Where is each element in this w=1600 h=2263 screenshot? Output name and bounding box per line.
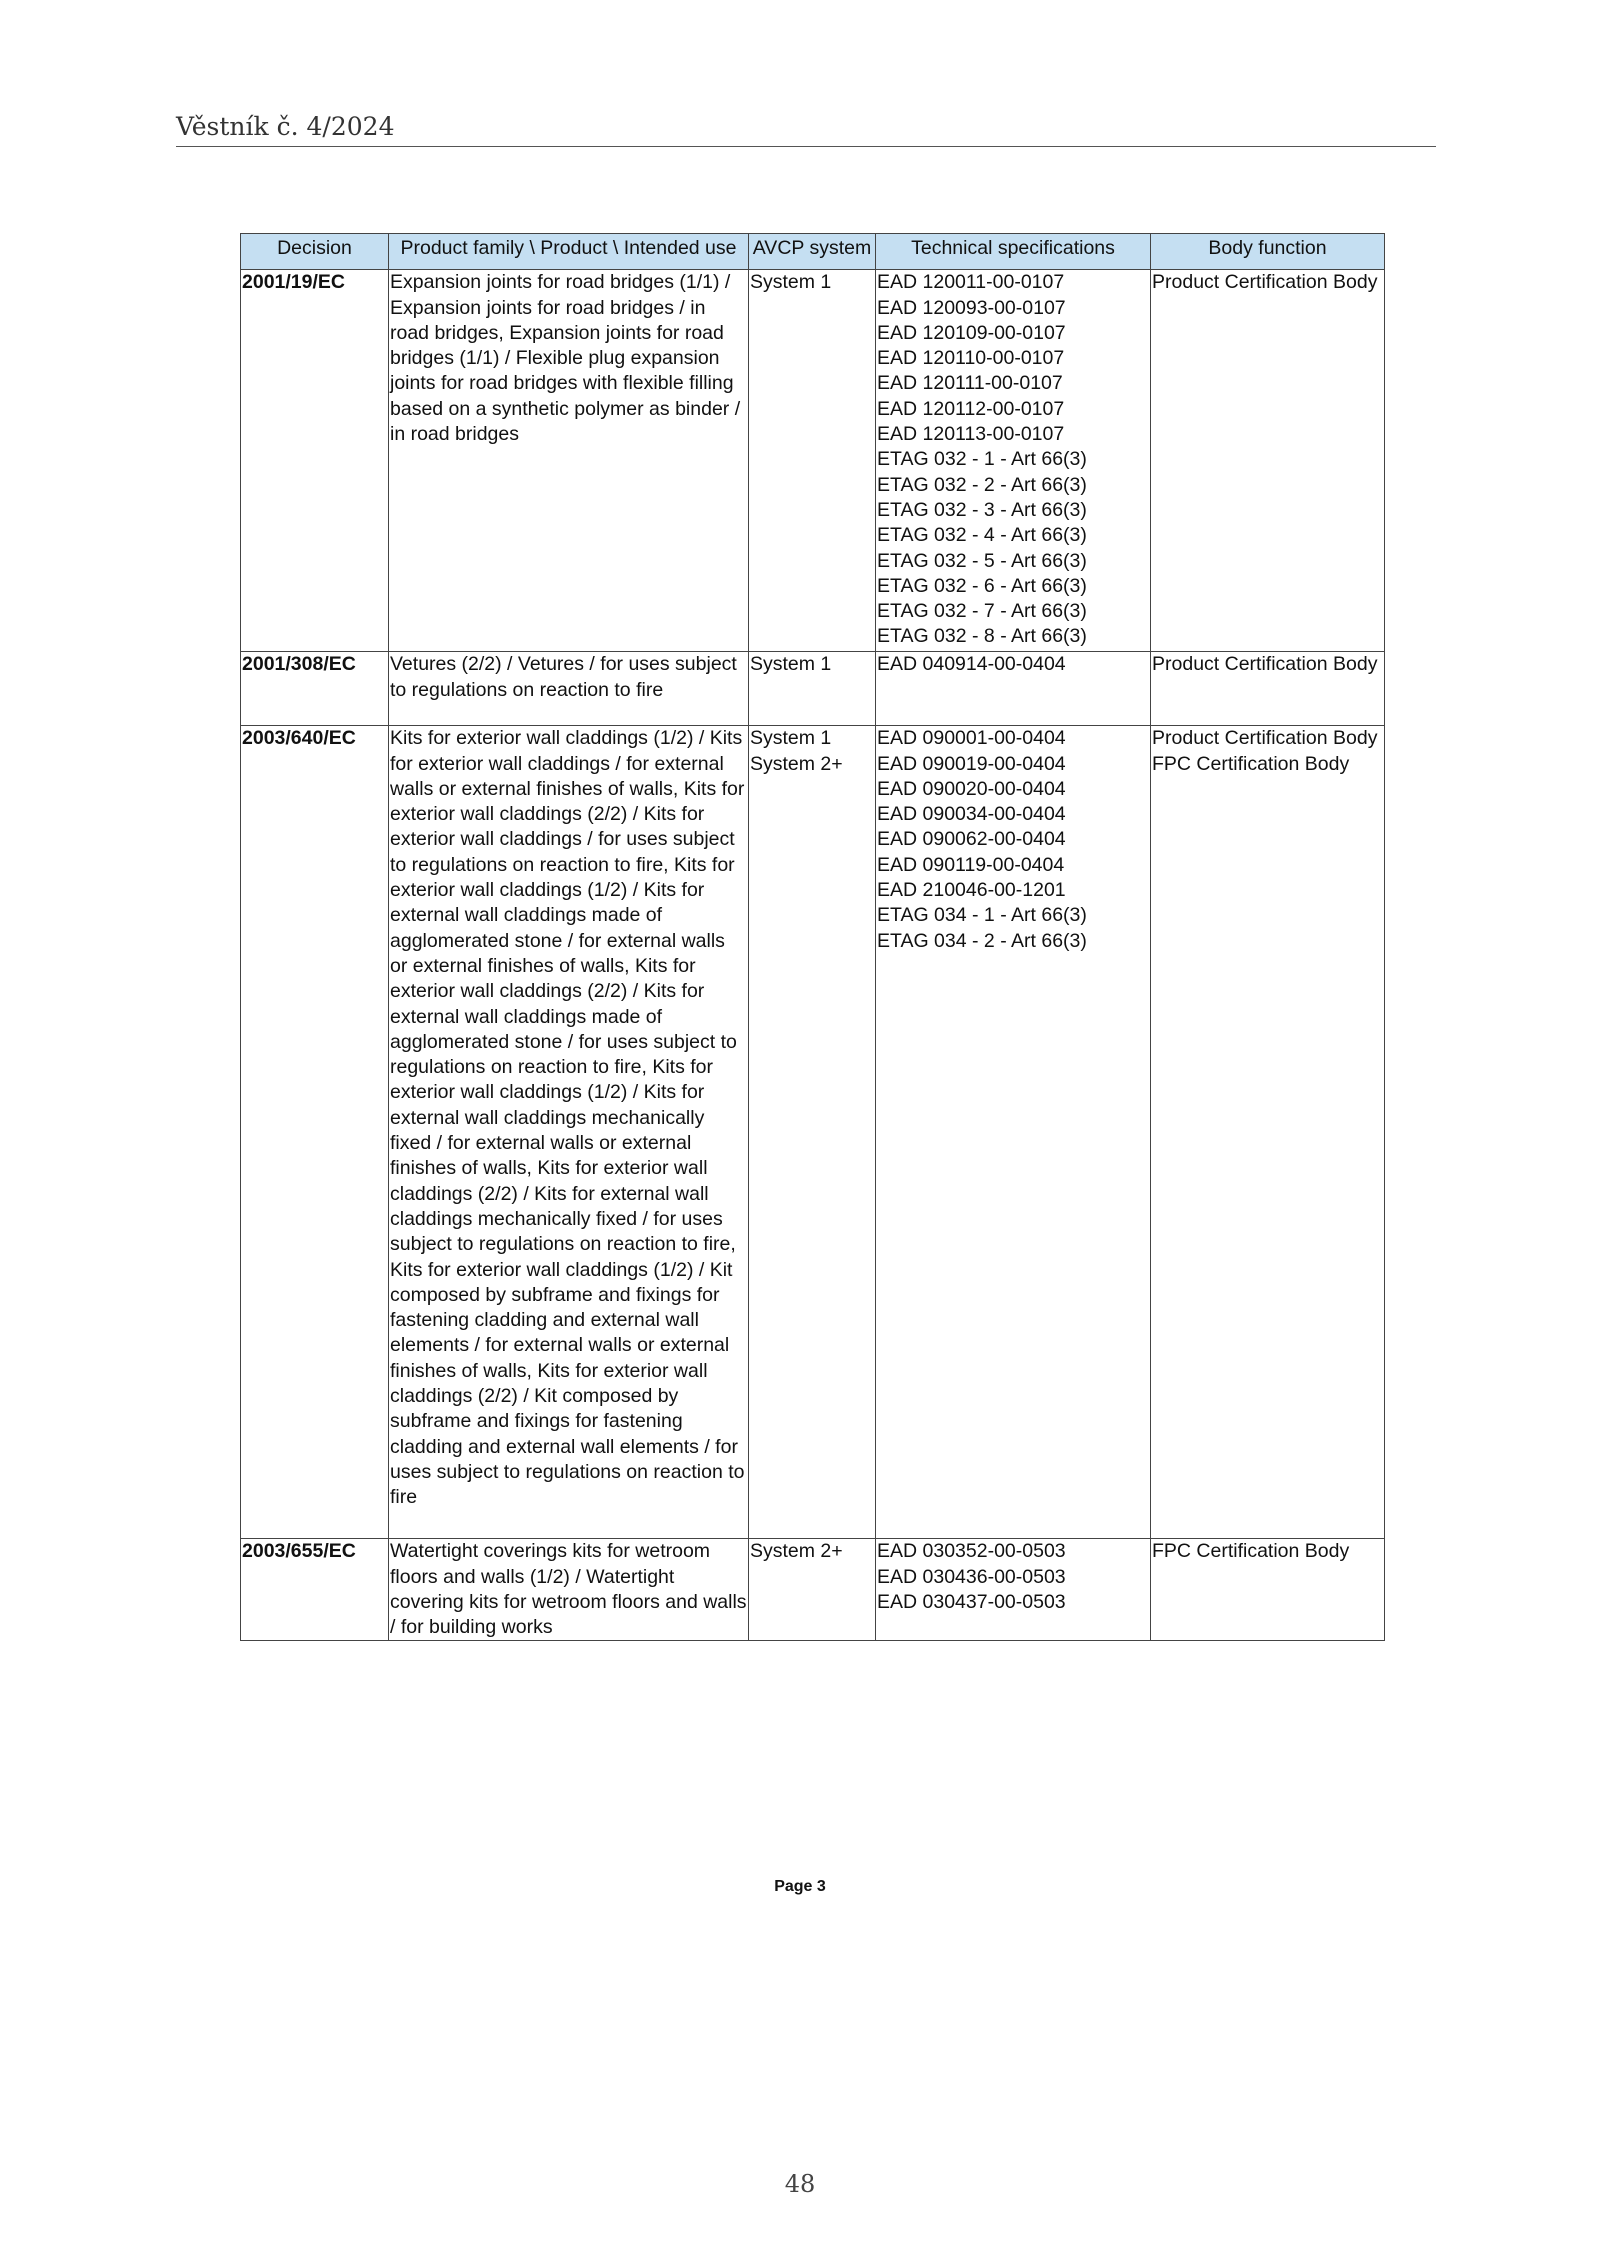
body-function-cell: Product Certification Body [1151, 270, 1385, 652]
technical-specifications-cell: EAD 120011-00-0107 EAD 120093-00-0107 EAD 120109-00-0107 EAD 120110-00-0107 EAD 120111-00-0107 EAD 120112-00-0107 EAD 120113-00-0107 ETAG 032 - 1 - Art 66(3) ETAG 032 - 2 - Art 66(3) ETAG 032 - 3 - Art 66(3) ETAG 032 - 4 - Art 66(3) ETAG 032 - 5 - Art 66(3) ETAG 032 - 6 - Art 66(3) ETAG 032 - 7 - Art 66(3) ETAG 032 - 8 - Art 66(3) [876, 270, 1151, 652]
header-divider [176, 146, 1436, 147]
table-header-row [241, 234, 1385, 270]
decision-cell: 2001/19/EC [241, 270, 389, 652]
technical-specifications-cell: EAD 030352-00-0503 EAD 030436-00-0503 EAD 030437-00-0503 [876, 1539, 1151, 1641]
table-row [241, 1539, 1385, 1641]
column-header-decision: Decision [241, 234, 389, 270]
table-row [241, 652, 1385, 726]
table-row [241, 270, 1385, 652]
technical-specifications-cell: EAD 040914-00-0404 [876, 652, 1151, 726]
page-label: Page 3 [774, 1878, 826, 1895]
decision-cell: 2003/640/EC [241, 726, 389, 1539]
product-family-cell: Vetures (2/2) / Vetures / for uses subject to regulations on reaction to fire [389, 652, 749, 726]
column-header-body-function: Body function [1151, 234, 1385, 270]
product-family-cell: Watertight coverings kits for wetroom floors and walls (1/2) / Watertight covering kits for wetroom floors and walls / for building works [389, 1539, 749, 1641]
technical-specifications-cell: EAD 090001-00-0404 EAD 090019-00-0404 EAD 090020-00-0404 EAD 090034-00-0404 EAD 090062-00-0404 EAD 090119-00-0404 EAD 210046-00-1201 ETAG 034 - 1 - Art 66(3) ETAG 034 - 2 - Art 66(3) [876, 726, 1151, 1539]
body-function-cell: Product Certification Body [1151, 652, 1385, 726]
column-header-technical-specifications: Technical specifications [876, 234, 1151, 270]
decision-cell: 2001/308/EC [241, 652, 389, 726]
avcp-system-cell: System 1 [749, 270, 876, 652]
column-header-avcp-system: AVCP system [749, 234, 876, 270]
avcp-system-cell: System 2+ [749, 1539, 876, 1641]
table-row [241, 726, 1385, 1539]
body-function-cell: Product Certification Body FPC Certification Body [1151, 726, 1385, 1539]
page-number: 48 [784, 2170, 816, 2198]
avcp-system-cell: System 1 [749, 652, 876, 726]
running-header-title: Věstník č. 4/2024 [176, 112, 395, 141]
avcp-system-cell: System 1 System 2+ [749, 726, 876, 1539]
decision-cell: 2003/655/EC [241, 1539, 389, 1641]
body-function-cell: FPC Certification Body [1151, 1539, 1385, 1641]
product-family-cell: Expansion joints for road bridges (1/1) / Expansion joints for road bridges / in road bridges, Expansion joints for road bridges (1/1) / Flexible plug expansion joints for road bridges with flexible filling based on a synthetic polymer as binder / in road bridges [389, 270, 749, 652]
certification-table [240, 233, 1385, 1641]
product-family-cell: Kits for exterior wall claddings (1/2) / Kits for exterior wall claddings / for external walls or external finishes of walls, Kits for exterior wall claddings (2/2) / Kits for exterior wall claddings / for uses subject to regulations on reaction to fire, Kits for exterior wall claddings (1/2) / Kits for external wall claddings made of agglomerated stone / for external walls or external finishes of walls, Kits for exterior wall claddings (2/2) / Kits for external wall claddings made of agglomerated stone / for uses subject to regulations on reaction to fire, Kits for exterior wall claddings (1/2) / Kits for external wall claddings mechanically fixed / for external walls or external finishes of walls, Kits for exterior wall claddings (2/2) / Kits for external wall claddings mechanically fixed / for uses subject to regulations on reaction to fire, Kits for exterior wall claddings (1/2) / Kit composed by subframe and fixings for fastening cladding and external wall elements / for external walls or external finishes of walls, Kits for exterior wall claddings (2/2) / Kit composed by subframe and fixings for fastening cladding and external wall elements / for uses subject to regulations on reaction to fire [389, 726, 749, 1539]
column-header-product-family: Product family \ Product \ Intended use [389, 234, 749, 270]
